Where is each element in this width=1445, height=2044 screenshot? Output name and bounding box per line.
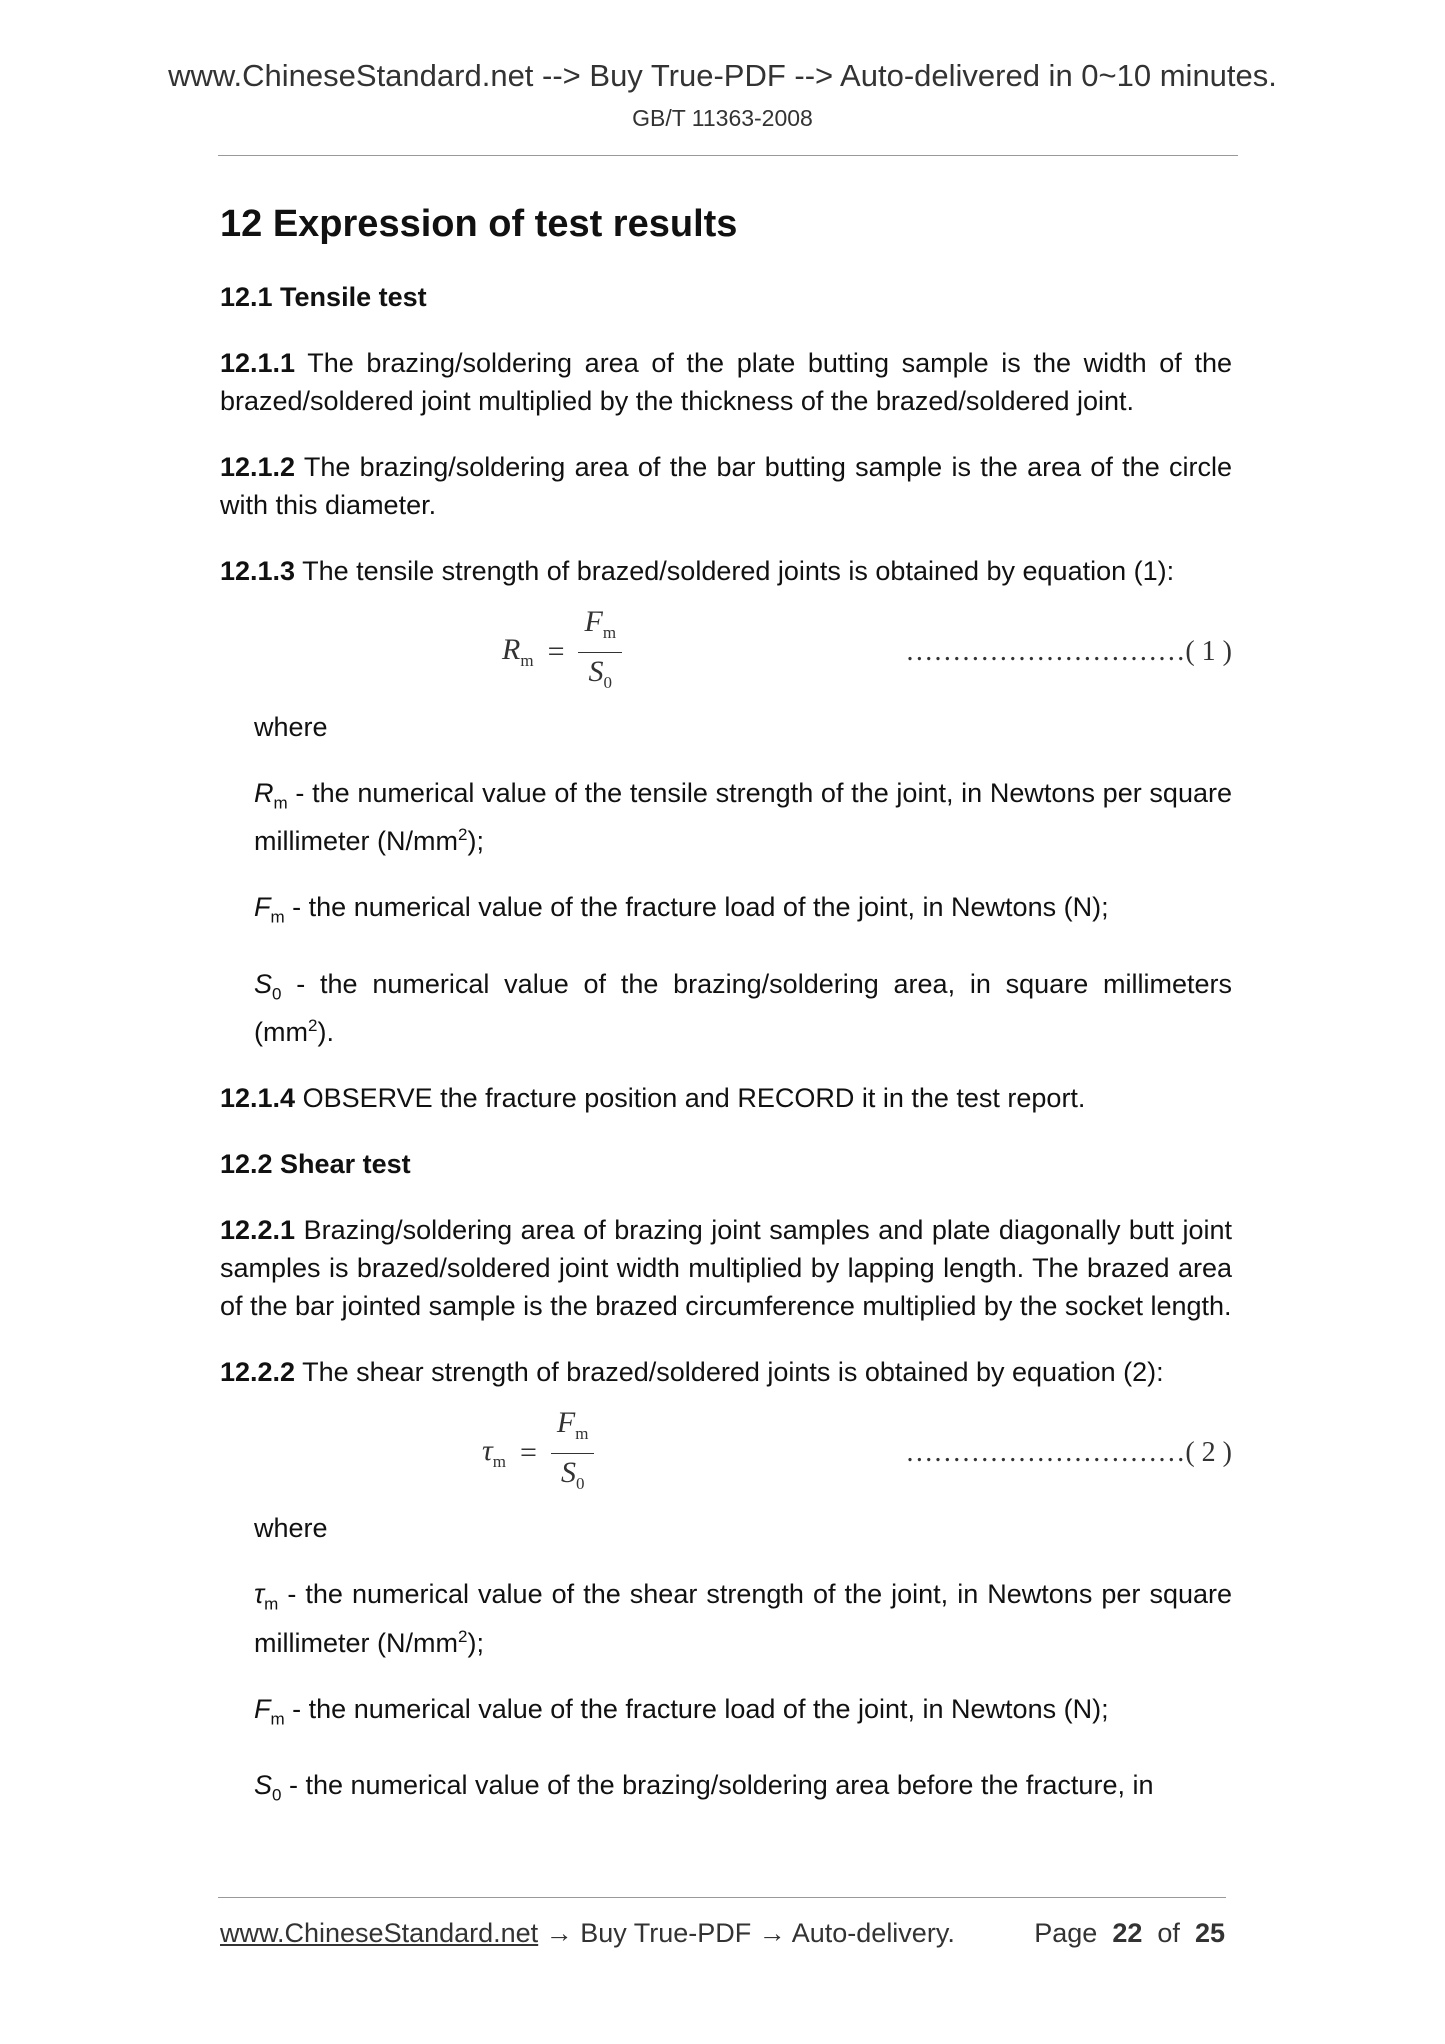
clause-12-1-1	[220, 344, 1232, 420]
def-symbol-sub: m	[264, 1594, 279, 1614]
page-total: 25	[1194, 1918, 1225, 1948]
clause-text: The tensile strength of brazed/soldered joints is obtained by equation (1):	[295, 556, 1175, 586]
def-sup: 2	[457, 825, 468, 845]
def-symbol-sub: m	[270, 1708, 285, 1728]
def-symbol-sub: m	[273, 793, 288, 813]
def-symbol: τ	[254, 1579, 265, 1610]
definition-tau-m	[220, 1575, 1232, 1661]
footer-link-tail: → Buy True-PDF → Auto-delivery.	[538, 1918, 955, 1948]
footer-site-link[interactable]: www.ChineseStandard.net	[220, 1918, 539, 1948]
clause-number: 12.1.4	[220, 1083, 296, 1114]
def-symbol: F	[254, 892, 271, 923]
eq1-fraction	[578, 603, 622, 702]
where-label-2: where	[254, 1513, 328, 1544]
eq1-denominator-sub: 0	[603, 672, 613, 692]
def-tail: ).	[317, 1017, 334, 1048]
equation-1-number: …………………………( 1 )	[905, 636, 1232, 667]
clause-12-2-2	[220, 1353, 1232, 1391]
eq2-lhs: τ	[482, 1434, 493, 1468]
footer-divider	[218, 1897, 1226, 1898]
where-label-1: where	[254, 712, 328, 742]
def-symbol-sub: 0	[272, 984, 282, 1004]
clause-12-1-4	[220, 1079, 1232, 1117]
clause-text: The brazing/soldering area of the plate butting sample is the width of the brazed/soldered joint multiplied by the thickness of the brazed/soldered joint.	[220, 348, 1232, 416]
clause-text: The shear strength of brazed/soldered joints is obtained by equation (2):	[295, 1357, 1164, 1388]
def-symbol: S	[254, 1769, 273, 1800]
equation-2-formula	[482, 1405, 594, 1501]
eq1-lhs: R	[502, 633, 521, 666]
eq1-numerator-sub: m	[602, 622, 617, 642]
clause-text: OBSERVE the fracture position and RECORD it in the test report.	[295, 1083, 1086, 1114]
eq2-lhs-sub: m	[492, 1452, 506, 1472]
def-sup: 2	[457, 1626, 468, 1646]
eq1-denominator: S	[588, 654, 604, 688]
header-banner[interactable]: www.ChineseStandard.net --> Buy True-PDF --> Auto-delivered in 0~10 minutes.	[168, 58, 1277, 93]
def-text: - the numerical value of the brazing/soldering area before the fracture, in	[281, 1769, 1154, 1800]
standard-code: GB/T 11363-2008	[632, 105, 813, 131]
eq1-lhs-sub: m	[520, 651, 534, 670]
clause-number: 12.1.3	[220, 556, 296, 586]
def-symbol-sub: 0	[272, 1785, 282, 1805]
clause-number: 12.1.2	[220, 452, 296, 482]
page-current: 22	[1112, 1918, 1143, 1948]
def-text: - the numerical value of the fracture load of the joint, in Newtons (N);	[284, 892, 1109, 923]
def-sup: 2	[307, 1016, 318, 1036]
clause-12-2-1	[220, 1211, 1232, 1325]
header-divider	[218, 155, 1238, 156]
subsection-title-tensile: 12.1 Tensile test	[220, 282, 427, 312]
clause-12-1-3	[220, 552, 1232, 590]
page-indicator	[1034, 1918, 1225, 1949]
page-label: Page	[1034, 1918, 1098, 1948]
page-content	[220, 196, 1232, 1814]
def-symbol-sub: m	[270, 907, 285, 927]
eq2-numerator: F	[556, 1405, 576, 1439]
eq2-numerator-sub: m	[575, 1423, 589, 1443]
equation-2	[220, 1405, 1232, 1501]
def-text: - the numerical value of the shear strength of the joint, in Newtons per square millimeter (N/mm	[254, 1579, 1232, 1658]
def-tail: );	[467, 1627, 484, 1658]
clause-number: 12.2.2	[220, 1357, 296, 1388]
definition-s0	[220, 965, 1232, 1051]
definition-rm	[220, 774, 1232, 860]
def-text: - the numerical value of the tensile strength of the joint, in Newtons per square millimeter (N/mm	[254, 778, 1232, 857]
equation-1-formula	[502, 604, 622, 700]
clause-text: The brazing/soldering area of the bar butting sample is the area of the circle with this diameter.	[220, 452, 1232, 520]
def-symbol: F	[254, 1693, 271, 1724]
eq2-denominator-sub: 0	[575, 1473, 585, 1493]
eq1-numerator: F	[584, 604, 603, 638]
eq1-equals: =	[547, 635, 565, 668]
clause-number: 12.2.1	[220, 1215, 296, 1246]
section-title: 12 Expression of test results	[220, 203, 738, 245]
definition-fm-2	[220, 1690, 1232, 1738]
clause-number: 12.1.1	[220, 348, 296, 378]
eq2-fraction	[551, 1404, 595, 1503]
definition-s0-2	[220, 1766, 1232, 1814]
subsection-title-shear: 12.2 Shear test	[220, 1149, 411, 1180]
def-text: - the numerical value of the fracture load of the joint, in Newtons (N);	[284, 1693, 1109, 1724]
definition-fm	[220, 888, 1232, 936]
def-symbol: R	[254, 778, 274, 808]
eq2-equals: =	[519, 1436, 537, 1470]
footer-link[interactable]	[220, 1918, 955, 1949]
def-text: - the numerical value of the brazing/soldering area, in square millimeters (mm	[254, 968, 1232, 1048]
page-of: of	[1157, 1918, 1180, 1948]
equation-2-number: …………………………( 2 )	[905, 1437, 1232, 1469]
clause-12-1-2	[220, 448, 1232, 524]
def-symbol: S	[254, 968, 273, 999]
eq2-denominator: S	[560, 1455, 576, 1489]
equation-1	[220, 604, 1232, 700]
def-tail: );	[467, 826, 484, 857]
clause-text: Brazing/soldering area of brazing joint samples and plate diagonally butt joint samples is brazed/soldered joint width multiplied by lapping length. The brazed area of the bar jointed sample is the brazed circumference multiplied by the socket length.	[220, 1215, 1232, 1322]
